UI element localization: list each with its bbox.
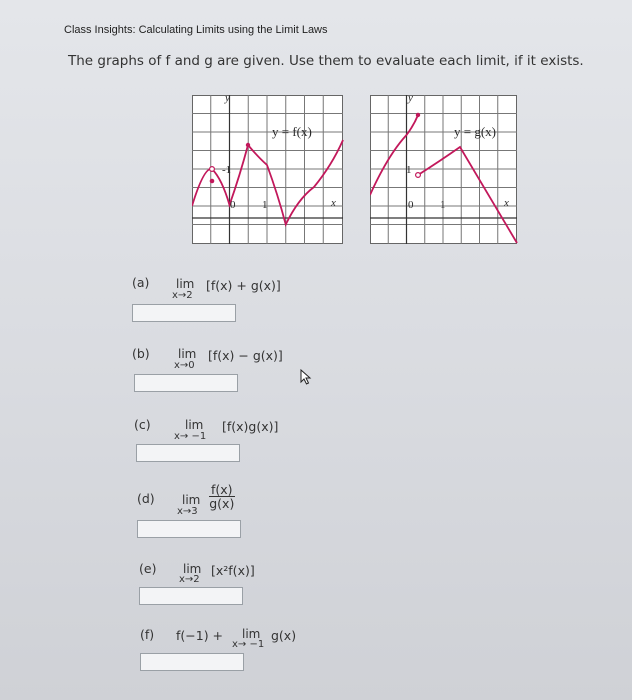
part-c-answer-input[interactable] (136, 444, 240, 462)
part-b-lim: lim (178, 347, 197, 361)
graph-g (370, 92, 518, 245)
part-c-expr: [f(x)g(x)] (222, 419, 279, 434)
part-f (140, 627, 470, 679)
g-tick-one: 1 (440, 199, 446, 211)
part-f-answer-input[interactable] (140, 653, 244, 671)
f-point-max (246, 143, 250, 147)
f-closed-point (210, 179, 215, 184)
f-open-point (210, 167, 215, 172)
part-f-pre: f(−1) + (176, 628, 224, 643)
mouse-pointer-icon (300, 369, 314, 389)
part-b-expr: [f(x) − g(x)] (208, 348, 283, 363)
part-d-answer-input[interactable] (137, 520, 241, 538)
g-tick-zero: 0 (408, 199, 414, 211)
part-c (134, 417, 434, 469)
part-d-denominator: g(x) (209, 496, 235, 511)
part-f-sub: x→ −1 (232, 639, 265, 650)
part-c-lim: lim (185, 418, 204, 432)
part-a-expr: [f(x) + g(x)] (206, 278, 281, 293)
part-a-sub: x→2 (172, 290, 193, 301)
graph-g-svg (370, 95, 518, 245)
graph-f (192, 92, 344, 245)
f-tick-neg1: -1 (222, 164, 232, 176)
part-e-sub: x→2 (179, 574, 200, 585)
problem-prompt: The graphs of f and g are given. Use them to evaluate each limit, if it exists. (68, 53, 584, 69)
part-a-answer-input[interactable] (132, 304, 236, 322)
part-a-label: (a) (132, 275, 150, 290)
part-e-answer-input[interactable] (139, 587, 243, 605)
part-b-sub: x→0 (174, 360, 195, 371)
part-d (137, 483, 437, 543)
part-e-label: (e) (139, 561, 157, 576)
part-d-label: (d) (137, 491, 155, 506)
f-tick-one: 1 (262, 199, 268, 211)
part-e-expr: [x²f(x)] (211, 563, 255, 578)
g-x-axis-label: x (504, 197, 509, 209)
f-y-axis-label: y (225, 92, 230, 104)
part-d-sub: x→3 (177, 506, 198, 517)
part-a-lim: lim (176, 277, 195, 291)
page-header-title: Class Insights: Calculating Limits using the Limit Laws (64, 24, 328, 36)
graph-f-svg (192, 95, 344, 245)
f-curve-label: y = f(x) (272, 124, 312, 139)
g-y-axis-label: y (408, 92, 413, 104)
part-b-answer-input[interactable] (134, 374, 238, 392)
f-tick-zero: 0 (230, 199, 236, 211)
g-tick-one-y: 1 (406, 164, 412, 176)
part-b (132, 346, 432, 398)
part-a (132, 275, 432, 327)
f-x-axis-label: x (331, 197, 336, 209)
g-curve-label: y = g(x) (454, 124, 496, 139)
part-c-label: (c) (134, 417, 151, 432)
part-c-sub: x→ −1 (174, 431, 207, 442)
g-open-point (416, 173, 421, 178)
part-d-fraction (209, 483, 235, 511)
part-e (139, 561, 439, 613)
part-b-label: (b) (132, 346, 150, 361)
part-e-lim: lim (183, 562, 202, 576)
part-f-lim: lim (242, 627, 261, 641)
part-d-numerator: f(x) (211, 482, 233, 497)
part-f-expr: g(x) (271, 628, 297, 643)
part-d-lim: lim (182, 493, 201, 507)
g-closed-point (416, 113, 420, 117)
part-f-label: (f) (140, 627, 155, 642)
